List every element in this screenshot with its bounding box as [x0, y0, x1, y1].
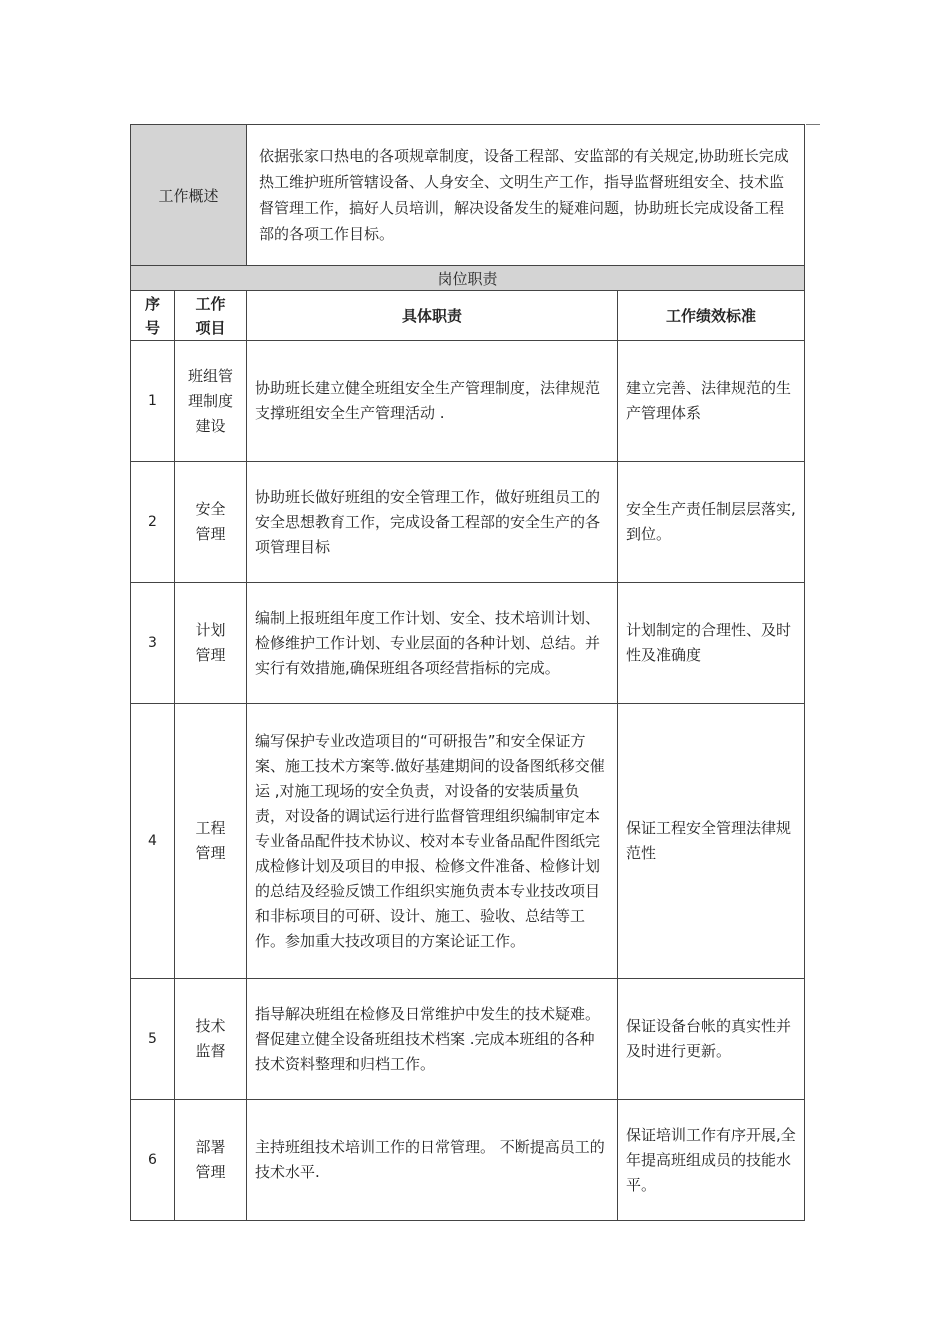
overview-text: 依据张家口热电的各项规章制度，设备工程部、安监部的有关规定,协助班长完成热工维护班所管辖设备、人身安全、文明生产工作，指导监督班组安全、技术监督管理工作，搞好人员培训，解决设备发生的疑难问题，协助班长完成设备工程部的各项工作目标。 [247, 125, 805, 266]
row-number: 5 [131, 979, 175, 1100]
row-standard: 安全生产责任制层层落实,到位。 [618, 462, 805, 583]
row-number: 4 [131, 704, 175, 979]
table-row [131, 462, 805, 583]
header-no [131, 291, 175, 341]
row-duty: 编写保护专业改造项目的“可研报告”和安全保证方案、施工技术方案等.做好基建期间的设备图纸移交催运 ,对施工现场的安全负责，对设备的安装质量负责，对设备的调试运行进行监督管理组织编制审定本专业备品配件技术协议、校对本专业备品配件图纸完成检修计划及项目的申报、检修文件准备、检修计划的总结及经验反馈工作组织实施负责本专业技改项目和非标项目的可研、设计、施工、验收、总结等工作。参加重大技改项目的方案论证工作。 [247, 704, 618, 979]
table-row [131, 979, 805, 1100]
margin-tick-line [806, 124, 820, 125]
row-item [175, 1100, 247, 1221]
table-row [131, 704, 805, 979]
row-item [175, 979, 247, 1100]
row-item-text: 班组管理制度建设 [187, 366, 233, 435]
row-item [175, 583, 247, 704]
section-title: 岗位职责 [131, 266, 805, 291]
row-standard: 建立完善、法律规范的生产管理体系 [618, 341, 805, 462]
row-item [175, 704, 247, 979]
row-item-text: 部署管理 [195, 1138, 226, 1181]
header-item [175, 291, 247, 341]
table-row [131, 1100, 805, 1221]
row-standard: 计划制定的合理性、及时性及准确度 [618, 583, 805, 704]
overview-row [131, 125, 805, 266]
row-duty: 主持班组技术培训工作的日常管理。 不断提高员工的技术水平. [247, 1100, 618, 1221]
row-standard: 保证设备台帐的真实性并及时进行更新。 [618, 979, 805, 1100]
column-header-row [131, 291, 805, 341]
row-item-text: 安全管理 [195, 500, 226, 543]
row-duty: 指导解决班组在检修及日常维护中发生的技术疑难。督促建立健全设备班组技术档案 .完成本班组的各种技术资料整理和归档工作。 [247, 979, 618, 1100]
row-duty: 协助班长做好班组的安全管理工作，做好班组员工的安全思想教育工作，完成设备工程部的安全生产的各项管理目标 [247, 462, 618, 583]
row-number: 6 [131, 1100, 175, 1221]
overview-label: 工作概述 [131, 125, 247, 266]
row-item-text: 计划管理 [195, 621, 226, 664]
row-item [175, 462, 247, 583]
row-item-text: 技术监督 [195, 1017, 226, 1060]
row-number: 1 [131, 341, 175, 462]
row-standard: 保证工程安全管理法律规范性 [618, 704, 805, 979]
row-item [175, 341, 247, 462]
table-row [131, 583, 805, 704]
job-description-table [130, 124, 805, 1221]
row-number: 3 [131, 583, 175, 704]
row-number: 2 [131, 462, 175, 583]
section-header-row [131, 266, 805, 291]
row-standard: 保证培训工作有序开展,全年提高班组成员的技能水平。 [618, 1100, 805, 1221]
table-row [131, 341, 805, 462]
row-item-text: 工程管理 [195, 819, 226, 862]
header-duty: 具体职责 [247, 291, 618, 341]
header-item-text: 工作项目 [195, 294, 226, 337]
row-duty: 协助班长建立健全班组安全生产管理制度，法律规范支撑班组安全生产管理活动 . [247, 341, 618, 462]
header-standard: 工作绩效标准 [618, 291, 805, 341]
header-no-text: 序号 [144, 294, 160, 337]
row-duty: 编制上报班组年度工作计划、安全、技术培训计划、检修维护工作计划、专业层面的各种计划、总结。并实行有效措施,确保班组各项经营指标的完成。 [247, 583, 618, 704]
